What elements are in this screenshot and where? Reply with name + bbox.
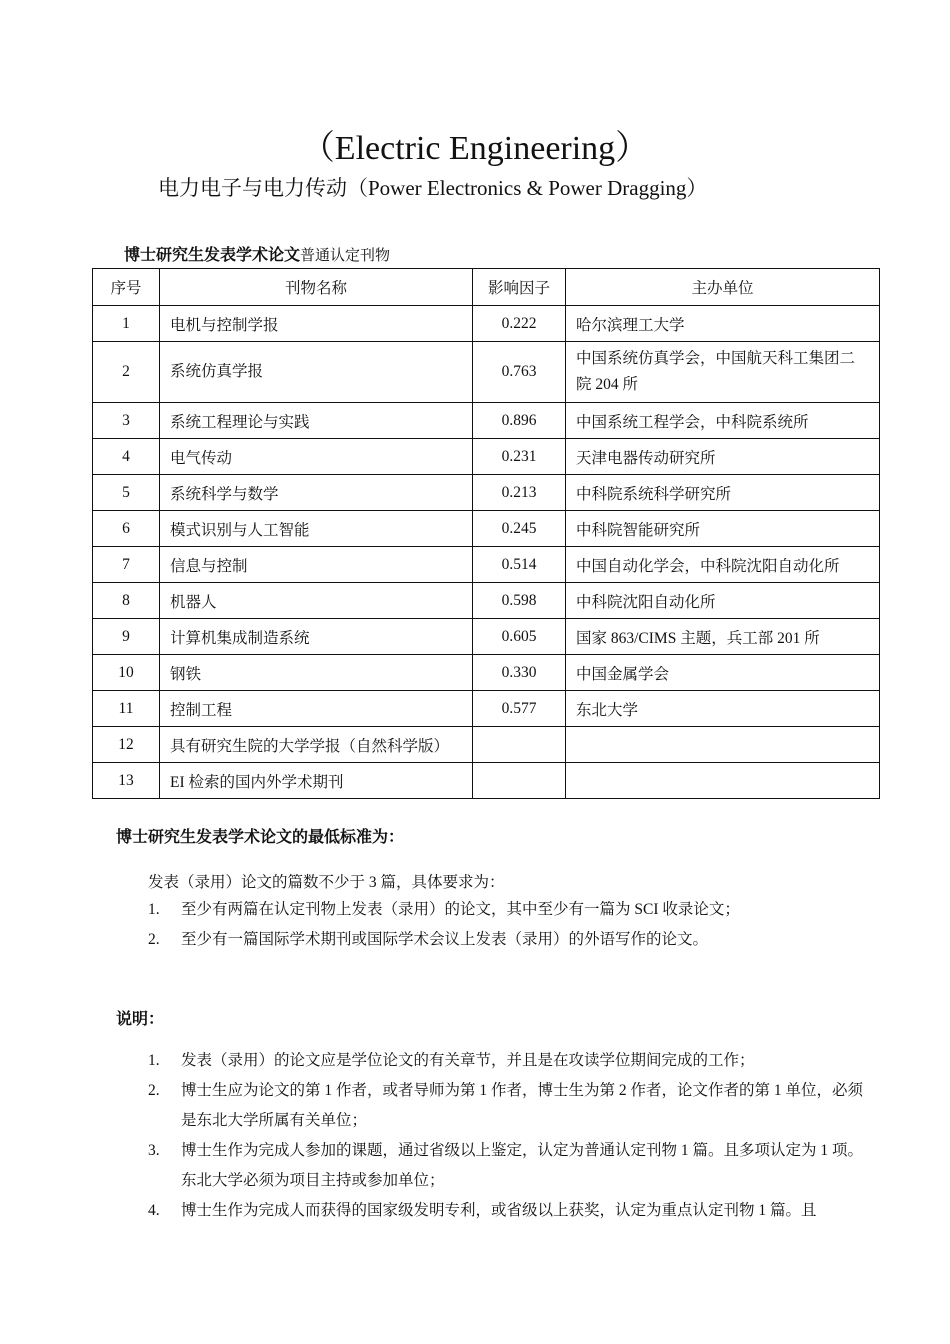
table-row <box>93 306 880 342</box>
list-item <box>148 1136 868 1196</box>
cell-journal-name: 机器人 <box>160 583 473 619</box>
cell-number: 5 <box>93 475 160 511</box>
cell-journal-name: 钢铁 <box>160 655 473 691</box>
cell-organizer: 东北大学 <box>566 691 880 727</box>
table-row <box>93 763 880 799</box>
cell-organizer: 中科院沈阳自动化所 <box>566 583 880 619</box>
header-impact-factor: 影响因子 <box>473 269 566 306</box>
table-row <box>93 547 880 583</box>
cell-journal-name: 电机与控制学报 <box>160 306 473 342</box>
table-row <box>93 655 880 691</box>
cell-impact-factor: 0.213 <box>473 475 566 511</box>
cell-impact-factor: 0.330 <box>473 655 566 691</box>
list-item <box>148 1076 868 1136</box>
cell-organizer: 中国系统工程学会，中科院系统所 <box>566 403 880 439</box>
journals-table <box>92 268 880 799</box>
page-title: （Electric Engineering） <box>300 130 650 167</box>
cell-number: 10 <box>93 655 160 691</box>
table-row <box>93 403 880 439</box>
cell-number: 12 <box>93 727 160 763</box>
table-row <box>93 475 880 511</box>
cell-impact-factor: 0.245 <box>473 511 566 547</box>
table-caption-bold: 博士研究生发表学术论文 <box>124 245 301 264</box>
cell-organizer: 国家 863/CIMS 主题，兵工部 201 所 <box>566 619 880 655</box>
table-row <box>93 583 880 619</box>
min-standard-heading: 博士研究生发表学术论文的最低标准为： <box>116 827 405 846</box>
header-journal-name: 刊物名称 <box>160 269 473 306</box>
cell-organizer <box>566 763 880 799</box>
cell-number: 13 <box>93 763 160 799</box>
cell-journal-name: 电气传动 <box>160 439 473 475</box>
cell-impact-factor: 0.598 <box>473 583 566 619</box>
list-item-number: 4. <box>148 1202 160 1219</box>
header-organizer: 主办单位 <box>566 269 880 306</box>
table-header-row <box>93 269 880 306</box>
table-row <box>93 511 880 547</box>
cell-journal-name: 具有研究生院的大学学报（自然科学版） <box>160 727 473 763</box>
cell-impact-factor: 0.577 <box>473 691 566 727</box>
notes-list <box>148 1046 868 1226</box>
list-item-number: 2. <box>148 931 160 948</box>
table-caption <box>124 242 390 265</box>
min-standard-list <box>148 895 868 955</box>
list-item-number: 3. <box>148 1142 160 1159</box>
page-subtitle: 电力电子与电力传动（Power Electronics & Power Dragging） <box>158 176 708 200</box>
cell-number: 7 <box>93 547 160 583</box>
min-standard-intro: 发表（录用）论文的篇数不少于 3 篇，具体要求为： <box>148 874 505 891</box>
cell-number: 4 <box>93 439 160 475</box>
cell-organizer <box>566 727 880 763</box>
cell-number: 11 <box>93 691 160 727</box>
list-item-number: 1. <box>148 1052 160 1069</box>
cell-impact-factor <box>473 727 566 763</box>
cell-organizer: 中国自动化学会，中科院沈阳自动化所 <box>566 547 880 583</box>
table-row <box>93 619 880 655</box>
cell-number: 1 <box>93 306 160 342</box>
cell-impact-factor: 0.896 <box>473 403 566 439</box>
list-item-text: 至少有两篇在认定刊物上发表（录用）的论文，其中至少有一篇为 SCI 收录论文； <box>181 901 740 918</box>
list-item <box>148 925 868 955</box>
table-row <box>93 691 880 727</box>
cell-organizer: 哈尔滨理工大学 <box>566 306 880 342</box>
cell-number: 8 <box>93 583 160 619</box>
cell-organizer: 中国金属学会 <box>566 655 880 691</box>
cell-impact-factor: 0.763 <box>473 342 566 403</box>
table-caption-normal: 普通认定刊物 <box>300 248 391 264</box>
list-item-text: 博士生应为论文的第 1 作者，或者导师为第 1 作者，博士生为第 2 作者，论文作者的第 1 单位，必须是东北大学所属有关单位； <box>181 1082 864 1129</box>
notes-heading: 说明： <box>116 1009 165 1028</box>
list-item-number: 2. <box>148 1082 160 1099</box>
cell-number: 6 <box>93 511 160 547</box>
cell-journal-name: EI 检索的国内外学术期刊 <box>160 763 473 799</box>
cell-number: 2 <box>93 342 160 403</box>
cell-journal-name: 控制工程 <box>160 691 473 727</box>
cell-journal-name: 系统科学与数学 <box>160 475 473 511</box>
cell-journal-name: 系统工程理论与实践 <box>160 403 473 439</box>
list-item-text: 至少有一篇国际学术期刊或国际学术会议上发表（录用）的外语写作的论文。 <box>181 931 709 948</box>
cell-impact-factor: 0.605 <box>473 619 566 655</box>
cell-journal-name: 计算机集成制造系统 <box>160 619 473 655</box>
list-item <box>148 895 868 925</box>
cell-organizer: 中科院智能研究所 <box>566 511 880 547</box>
cell-impact-factor: 0.514 <box>473 547 566 583</box>
cell-journal-name: 模式识别与人工智能 <box>160 511 473 547</box>
cell-number: 9 <box>93 619 160 655</box>
cell-impact-factor: 0.222 <box>473 306 566 342</box>
cell-organizer: 中国系统仿真学会，中国航天科工集团二院 204 所 <box>566 342 880 403</box>
table-row <box>93 727 880 763</box>
cell-journal-name: 系统仿真学报 <box>160 342 473 403</box>
cell-organizer: 天津电器传动研究所 <box>566 439 880 475</box>
list-item-text: 发表（录用）的论文应是学位论文的有关章节，并且是在攻读学位期间完成的工作； <box>181 1052 755 1069</box>
table-row <box>93 342 880 403</box>
cell-organizer: 中科院系统科学研究所 <box>566 475 880 511</box>
cell-impact-factor <box>473 763 566 799</box>
list-item-number: 1. <box>148 901 160 918</box>
list-item <box>148 1196 868 1226</box>
list-item <box>148 1046 868 1076</box>
table-row <box>93 439 880 475</box>
cell-journal-name: 信息与控制 <box>160 547 473 583</box>
list-item-text: 博士生作为完成人参加的课题，通过省级以上鉴定，认定为普通认定刊物 1 篇。且多项认定为 1 项。东北大学必须为项目主持或参加单位； <box>181 1142 864 1189</box>
cell-number: 3 <box>93 403 160 439</box>
cell-impact-factor: 0.231 <box>473 439 566 475</box>
header-number: 序号 <box>93 269 160 306</box>
list-item-text: 博士生作为完成人而获得的国家级发明专利，或省级以上获奖，认定为重点认定刊物 1 篇。且 <box>181 1202 817 1219</box>
